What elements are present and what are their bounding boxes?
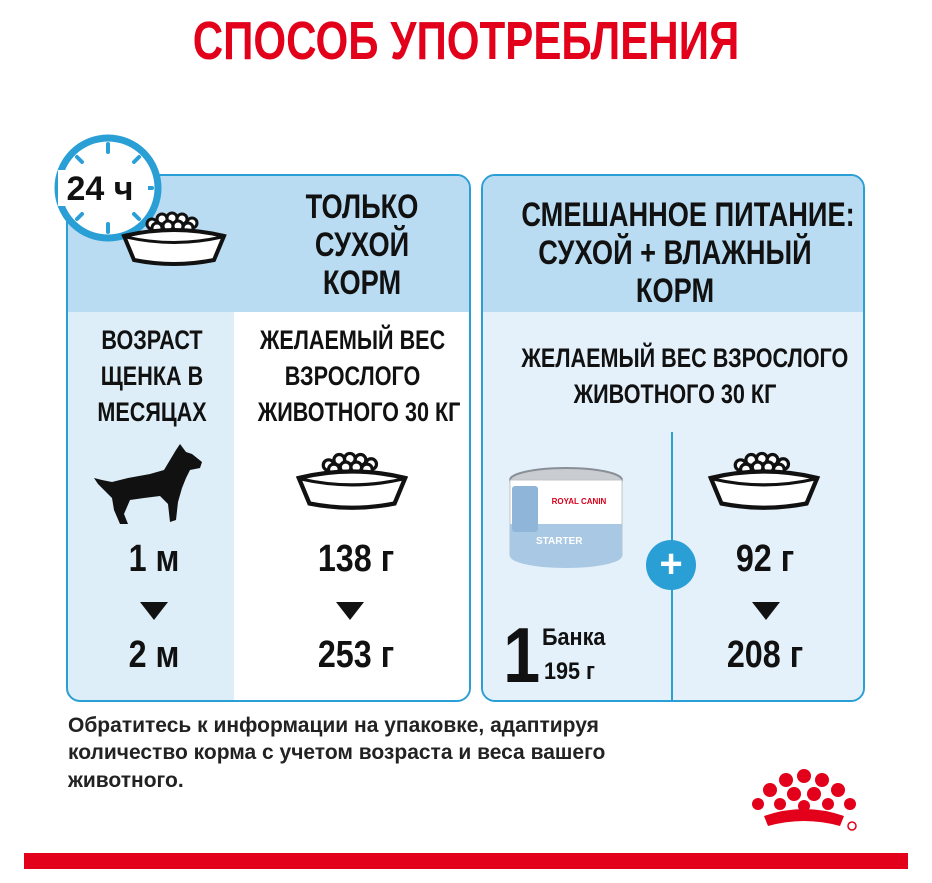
age-label-line: ВОЗРАСТ — [101, 325, 203, 355]
dry-amount-to: 253 г — [317, 634, 395, 676]
puppy-icon — [94, 444, 208, 526]
age-to: 2 м — [128, 634, 180, 676]
age-label-line: МЕСЯЦАХ — [97, 397, 207, 428]
wet-food-can-icon — [506, 466, 626, 570]
age-label-line: ЩЕНКА В — [100, 361, 204, 392]
bottom-red-bar — [24, 853, 908, 869]
down-arrow-icon — [752, 602, 780, 620]
can-weight: 195 г — [544, 658, 596, 685]
footnote — [68, 712, 708, 794]
weight-label-line: ЖЕЛАЕМЫЙ ВЕС ВЗРОСЛОГО — [521, 343, 849, 373]
mixed-dry-amount-to: 208 г — [726, 634, 804, 676]
target-weight-label — [521, 340, 849, 412]
footnote-line: количество корма с учетом возраста и веса вашего — [68, 741, 606, 765]
plus-icon: + — [646, 540, 696, 590]
target-weight-label — [257, 322, 461, 431]
down-arrow-icon — [140, 602, 168, 620]
weight-label-line: ВЗРОСЛОГО — [284, 361, 421, 392]
can-count: 1 — [503, 611, 541, 699]
mixed-feeding-header — [521, 196, 855, 311]
food-bowl-icon — [702, 446, 826, 512]
footnote-line: Обратитесь к информации на упаковке, адаптируя — [68, 714, 599, 737]
header-line: СУХОЙ + ВЛАЖНЫЙ — [538, 234, 812, 273]
mixed-dry-amount-from: 92 г — [735, 538, 795, 580]
weight-label-line: ЖИВОТНОГО 30 КГ — [257, 397, 461, 428]
down-arrow-icon — [336, 602, 364, 620]
can-word: Банка — [542, 624, 606, 651]
age-label — [90, 322, 215, 431]
food-bowl-icon — [118, 206, 230, 268]
dry-amount-from: 138 г — [317, 538, 395, 580]
page-title: СПОСОБ УПОТРЕБЛЕНИЯ — [192, 11, 740, 71]
footnote-line: животного. — [68, 768, 184, 792]
can-product: STARTER — [536, 536, 583, 547]
can-brand: ROYAL CANIN — [551, 497, 607, 506]
header-line: КОРМ — [635, 272, 715, 311]
crown-logo-icon — [748, 768, 860, 832]
weight-label-line: ЖИВОТНОГО 30 КГ — [573, 379, 777, 410]
age-from: 1 м — [128, 538, 180, 580]
header-line: СУХОЙ — [314, 226, 410, 265]
clock-label: 24 ч — [66, 170, 134, 208]
food-bowl-icon — [292, 446, 412, 512]
dry-food-header — [268, 188, 457, 302]
header-line: КОРМ — [322, 264, 402, 303]
weight-label-line: ЖЕЛАЕМЫЙ ВЕС — [259, 325, 446, 355]
header-line: ТОЛЬКО — [305, 188, 419, 226]
header-line: СМЕШАННОЕ ПИТАНИЕ: — [521, 196, 855, 234]
